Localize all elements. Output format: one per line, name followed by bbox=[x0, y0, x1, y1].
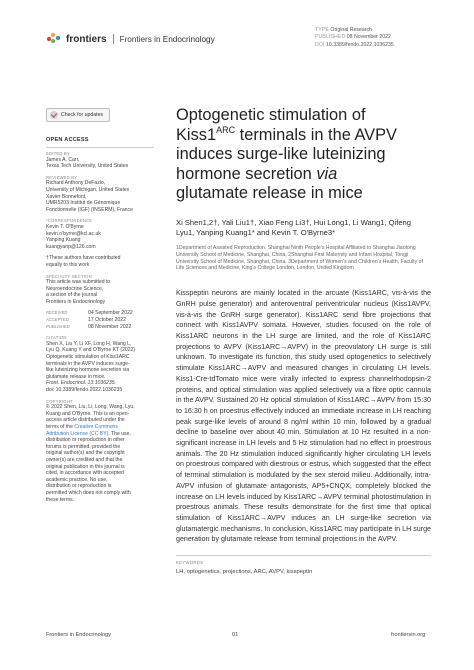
keywords: LH, optogenetics, projections, ARC, AVPV, kisspeptin bbox=[176, 569, 313, 576]
article-type: Original Research bbox=[330, 27, 372, 33]
journal-logo[interactable] bbox=[47, 33, 215, 45]
affiliations: 1Department of Assisted Reproduction, Shanghai Ninth People's Hospital Affiliated to Shanghai Jiaotong University School of Medicine, Shanghai, China, 2Shanghai First Maternity and Infant Hospital, Tongji University School of Medicine, Shanghai, China, 3Department of Women's and Children's Health, Faculty of Life Sciences and Medicine, King's College London, London, United Kingdom bbox=[176, 245, 423, 272]
logo-divider bbox=[113, 34, 114, 44]
page-header bbox=[0, 0, 474, 80]
license-link[interactable]: Attribution License (CC BY). bbox=[46, 430, 110, 437]
edited-by-section: EDITED BY James A. Carr, Texas Tech University, United States bbox=[46, 151, 129, 170]
correspondence-section: *CORRESPONDENCE Kevin T. O'Byrne kevin.o'byrne@kcl.ac.uk Yanping Kuang kuangyanp@126.com bbox=[46, 218, 154, 250]
author-list[interactable]: Xi Shen1,2†, Yali Liu1†, Xiao Feng Li3†, Hui Long1, Li Wang1, Qifeng Lyu1, Yanping Kuang1* and Kevin T. O'Byrne3* bbox=[176, 217, 412, 238]
published-date: 08 November 2022 bbox=[346, 34, 391, 41]
check-icon bbox=[50, 111, 58, 119]
frontiers-logo-icon bbox=[47, 33, 62, 45]
specialty-section: SPECIALTY SECTION This article was submitted to Neuroendocrine Science, a section of the journal Frontiers in Endocrinology bbox=[46, 273, 111, 305]
page-number: 01 bbox=[232, 632, 239, 638]
email-link[interactable]: kevin.o'byrne@kcl.ac.uk bbox=[46, 230, 101, 237]
equal-contribution-note: †These authors have contributed equally to this work bbox=[46, 255, 121, 268]
dates-section: RECEIVED 04 September 2022 ACCEPTED 17 October 2022 PUBLISHED 08 November 2022 bbox=[46, 310, 133, 330]
copyright-section: COPYRIGHT © 2022 Shen, Liu, Li, Long, Wang, Lyu, Kuang and O'Byrne. This is an open- access article distributed under the terms of the Creative Commons Attribution License (CC BY). The use, distribution or reproduction in other forums is permitted, provided the original author(s) and the copyright owner(s) are credited and that the original publication in this journal is cited, in accordance with accepted academic practice. No use, distribution or reproduction is permitted which does not comply with these terms. bbox=[46, 398, 135, 503]
abstract: Kisspeptin neurons are mainly located in the arcuate (Kiss1ARC, vis-à-vis the GnRH pulse generator) and anteroventral periventricular nucleus (Kiss1AVPV, vis-à-vis the GnRH surge generator). Kiss1ARC send fibre projections that connect with Kiss1AVPV somata. However, studies focused on the role of Kiss1ARC neurons in the LH surge are limited, and the role of Kiss1ARC projections to AVPV (Kiss1ARC→AVPV) in the preovulatory LH surge is still unknown. To investigate its function, this study used optogenetics to selectively stimulate Kiss1ARC→AVPV and measured changes in circulating LH levels. Kiss1-Cre-tdTomato mice were virally infected to express channelrhodopsin-2 proteins, and optical stimulation was applied selectively via a fibre optic cannula in the AVPV. Sustained 20 Hz optical stimulation of Kiss1ARC→AVPV from 15:30 to 16:30 h on proestrus effectively induced an immediate increase in LH reaching peak surge-like levels of around 8 ng/ml within 10 min, followed by a gradual decline to baseline over about 40 min. Stimulation at 10 Hz resulted in a non-significant increase in LH levels and 5 Hz stimulation had no effect in proestrous animals. The 20 Hz stimulation induced significantly higher circulating LH levels on proestrous compared with diestrous or estrus, which suggested that the effect of terminal stimulation is modulated by the sex steroid milieu. Additionally, intra-AVPV infusion of glutamate antagonists, AP5+CNQX, completely blocked the increase on LH levels induced by Kiss1ARC→AVPV terminal photostimulation in proestrous animals. These results demonstrate for the first time that optical stimulation of Kiss1ARC→AVPV induces an LH surge-like secretion via glutamatergic mechanisms. In conclusion, Kiss1ARC may participate in LH surge generation by glutamate release from terminal projections in the AVPV. bbox=[176, 289, 431, 544]
open-access-label: OPEN ACCESS bbox=[46, 137, 89, 143]
brand-name: frontiers bbox=[66, 33, 107, 45]
footer-journal: Frontiers in Endocrinology bbox=[46, 632, 111, 638]
citation-section: CITATION Shen X, Liu Y, Li XF, Long H, Wang L, Lyu Q, Kuang Y and O'Byrne KT (2022) Optogenetic stimulation of Kiss1ARC terminals in the AVPV induces surge- like luteinizing hormone secretion via glutamate release in mice. Front. Endocrinol. 13:1036235. doi: 10.3389/fendo.2022.1036235 bbox=[46, 335, 136, 393]
email-link[interactable]: kuangyanp@126.com bbox=[46, 243, 96, 250]
check-for-updates-button[interactable]: Check for updates bbox=[46, 108, 110, 122]
divider bbox=[46, 147, 154, 148]
reviewed-by-section: REVIEWED BY Richard Anthony DeFazio, University of Michigan, United States Xavier Bonnefont, UMR5203 Institut de Génomique Fonctionnelle (IGF) (INSERM), France bbox=[46, 174, 133, 213]
article-main bbox=[176, 106, 431, 575]
page-footer bbox=[0, 627, 474, 647]
footer-site-link[interactable]: frontiersin.org bbox=[391, 632, 426, 638]
doi: 10.3389/fendo.2022.1036235 bbox=[325, 41, 394, 48]
article-title: Optogenetic stimulation of $Kiss1^{ARC}$ terminals in the AVPV induces surge-like luteinizing hormone secretion via glutamate release in mice bbox=[176, 106, 397, 203]
article-sidebar bbox=[46, 108, 154, 508]
article-meta: TYPE Original Research PUBLISHED 08 November 2022 DOI 10.3389/fendo.2022.1036235 bbox=[315, 27, 394, 48]
license-link[interactable]: Creative Commons bbox=[74, 423, 118, 430]
keywords-heading: KEYWORDS bbox=[176, 555, 431, 565]
journal-name: Frontiers in Endocrinology bbox=[119, 34, 215, 44]
